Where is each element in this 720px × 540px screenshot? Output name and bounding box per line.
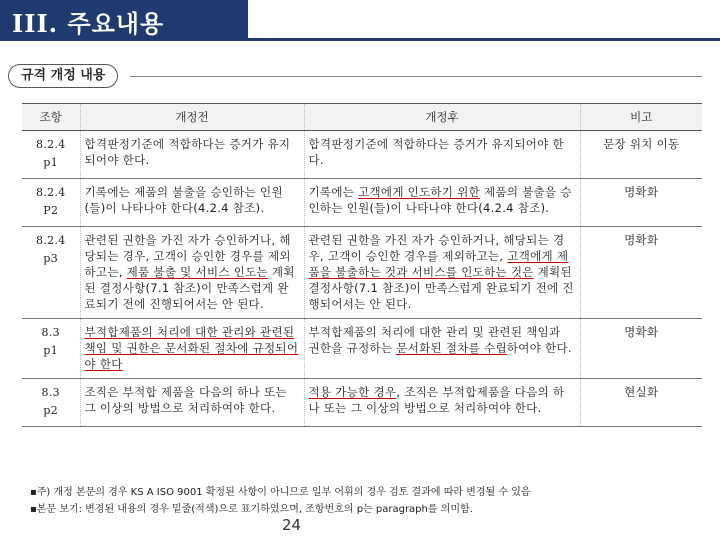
note-cell: 명확화	[580, 319, 702, 379]
text-segment: 기록에는 제품의 불출을 승인하는 인원(들)이 나타나야 한다(4.2.4 참조).	[84, 185, 283, 215]
note-cell: 명확화	[580, 227, 702, 319]
col-header-before: 개정전	[80, 104, 304, 131]
note-cell: 문장 위치 이동	[580, 131, 702, 179]
clause-number: P2	[43, 204, 59, 217]
clause-number: 8.2.4	[36, 234, 66, 247]
footnotes	[30, 484, 531, 518]
after-text-cell	[304, 131, 580, 179]
text-segment: 합격판정기준에 적합하다는 증거가 유지되어야 한다.	[84, 137, 291, 167]
clause-number: 8.2.4	[36, 186, 66, 199]
clause-cell	[22, 179, 80, 227]
page-number: 24	[282, 516, 302, 534]
changed-text-underlined: 고객에게 인도하기 위한	[358, 185, 481, 199]
section-label: 규격 개정 내용	[8, 64, 118, 88]
table-row	[22, 179, 702, 227]
slide-header	[0, 0, 720, 38]
text-segment: 하여야 한다.	[506, 341, 572, 355]
table-row	[22, 319, 702, 379]
clause-cell	[22, 379, 80, 427]
clause-number: 8.3	[41, 386, 60, 399]
clause-number: p1	[43, 156, 59, 169]
clause-cell	[22, 227, 80, 319]
text-segment: 계획된 결정사항(7.1 참조)이 만족스럽게 완료되기 전에 진행되어서는 안 된다.	[308, 265, 574, 311]
before-text-cell	[80, 131, 304, 179]
page-title: III. 주요내용	[12, 9, 165, 38]
text-segment: , 조직은 부적합제품을 다음의 하나 또는 그 이상의 방법으로 처리하여야 한다.	[308, 385, 565, 415]
section-rule	[130, 76, 702, 77]
after-text-cell	[304, 227, 580, 319]
note-cell: 명확화	[580, 179, 702, 227]
text-segment: 계획된 결정사항(7.1 참조)이 만족스럽게 완료되기 전에 진행되어서는 안 된다.	[84, 265, 295, 311]
col-header-note: 비고	[580, 104, 702, 131]
table-row	[22, 227, 702, 319]
text-segment: 기록에는	[308, 185, 359, 199]
clause-number: p3	[43, 252, 59, 265]
col-header-after: 개정후	[304, 104, 580, 131]
text-segment: 관련된 권한을 가진 자가 승인하거나, 해당되는 경우, 고객이 승인한 경우를 제외하고는,	[308, 233, 565, 263]
clause-cell	[22, 319, 80, 379]
col-header-clause: 조항	[22, 104, 80, 131]
clause-number: 8.3	[41, 326, 60, 339]
revision-table	[22, 103, 702, 427]
after-text-cell	[304, 379, 580, 427]
after-text-cell	[304, 319, 580, 379]
text-segment: 관련된 권한을 가진 자가 승인하거나, 해당되는 경우, 고객이 승인한 경우를 제외하고는,	[84, 233, 291, 279]
clause-number: p2	[43, 404, 59, 417]
header-rule	[0, 38, 720, 41]
table-header-row	[22, 104, 702, 131]
clause-number: p1	[43, 344, 59, 357]
before-text-cell	[80, 319, 304, 379]
changed-text-underlined: 부적합제품의 처리에 대한 관리와 관련된 책임 및 권한은 문서화된 절차에 규정되어야 한다	[84, 325, 299, 371]
clause-number: 8.2.4	[36, 138, 66, 151]
before-text-cell	[80, 227, 304, 319]
changed-text-underlined: 제품 불출 및 서비스 인도는	[126, 265, 268, 279]
text-segment: 제품의 불출을 승인하는 인원(들)이 나타나야 한다(4.2.4 참조).	[308, 185, 572, 215]
changed-text-underlined: 고객에게 제품을 불출하는 것과 서비스를 인도하는 것은	[308, 249, 569, 279]
text-segment: 부적합제품의 처리에 대한 관리 및 관련된 책임과 권한을 규정하는	[308, 325, 561, 355]
changed-text-underlined: 문서화된 절차를 수립	[396, 341, 507, 355]
after-text-cell	[304, 179, 580, 227]
table-row	[22, 131, 702, 179]
note-cell: 현실화	[580, 379, 702, 427]
footnote: ▪본문 보기: 변경된 내용의 경우 밑줄(적색)으로 표기하였으며, 조항번호의 p는 paragraph를 의미함.	[30, 504, 473, 515]
text-segment: 조직은 부적합 제품을 다음의 하나 또는 그 이상의 방법으로 처리하여야 한다.	[84, 385, 287, 415]
table-row	[22, 379, 702, 427]
before-text-cell	[80, 179, 304, 227]
text-segment: 합격판정기준에 적합하다는 증거가 유지되어야 한다.	[308, 137, 564, 167]
changed-text-underlined: 적용 가능한 경우	[308, 385, 397, 399]
before-text-cell	[80, 379, 304, 427]
clause-cell	[22, 131, 80, 179]
footnote: ▪주) 개정 본문의 경우 KS A ISO 9001 확정된 사항이 아니므로 일부 어휘의 경우 검토 결과에 따라 변경될 수 있음	[30, 487, 531, 498]
